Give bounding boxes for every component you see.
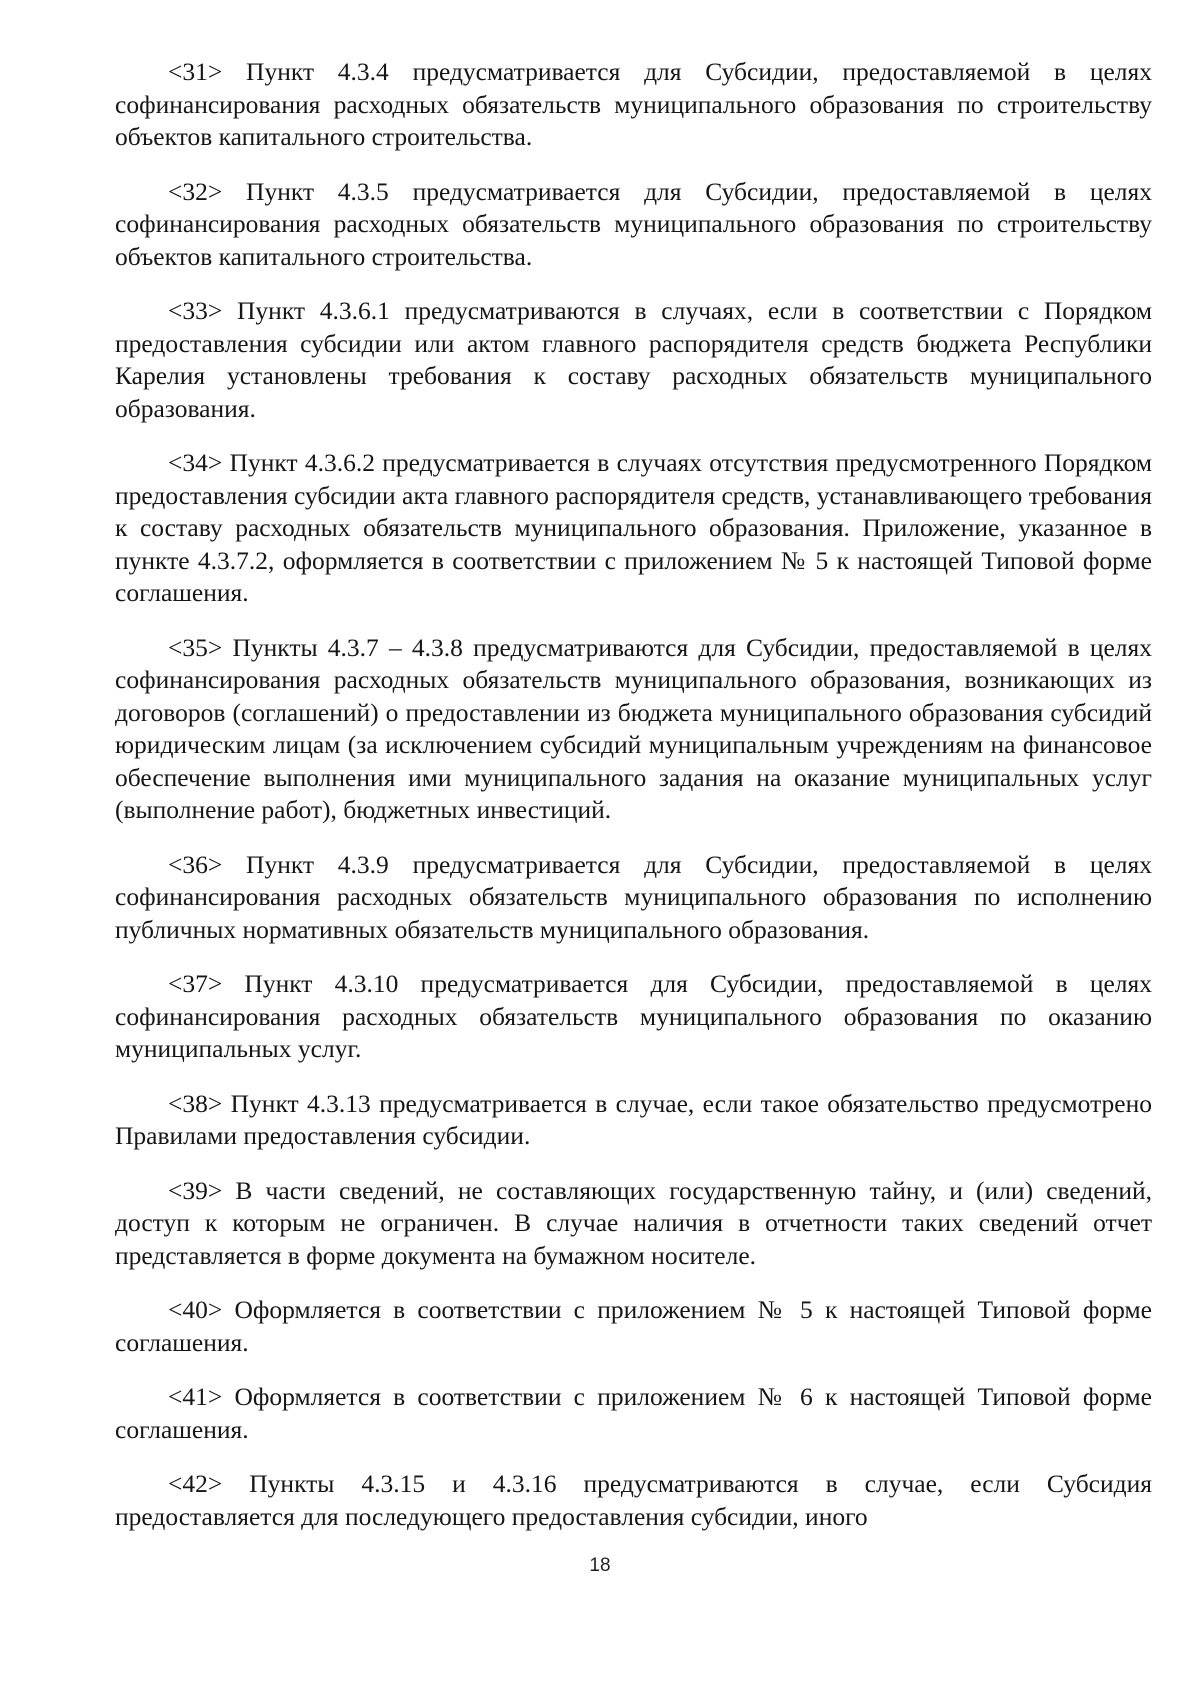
footnote-paragraph-33: <33> Пункт 4.3.6.1 предусматриваются в случаях, если в соответствии с Порядком предоставления субсидии или актом главного распорядителя средств бюджета Республики Карелия установлены требования к составу расходных обязательств муниципального образования. bbox=[115, 296, 1152, 423]
footnote-paragraph-40: <40> Оформляется в соответствии с приложением № 5 к настоящей Типовой форме соглашения. bbox=[115, 1295, 1152, 1357]
footnote-paragraph-42: <42> Пункты 4.3.15 и 4.3.16 предусматриваются в случае, если Субсидия предоставляется для последующего предоставления субсидии, иного bbox=[115, 1469, 1152, 1531]
footnote-paragraph-37: <37> Пункт 4.3.10 предусматривается для Субсидии, предоставляемой в целях софинансирования расходных обязательств муниципального образования по оказанию муниципальных услуг. bbox=[115, 969, 1152, 1063]
footnote-paragraph-35: <35> Пункты 4.3.7 – 4.3.8 предусматриваются для Субсидии, предоставляемой в целях софинансирования расходных обязательств муниципального образования, возникающих из договоров (соглашений) о предоставлении из бюджета муниципального образования субсидий юридическим лицам (за исключением субсидий муниципальным учреждениям на финансовое обеспечение выполнения ими муниципального задания на оказание муниципальных услуг (выполнение работ), бюджетных инвестиций. bbox=[115, 632, 1152, 824]
footnote-paragraph-38: <38> Пункт 4.3.13 предусматривается в случае, если такое обязательство предусмотрено Правилами предоставления субсидии. bbox=[115, 1088, 1152, 1150]
footnote-paragraph-39: <39> В части сведений, не составляющих государственную тайну, и (или) сведений, доступ к которым не ограничен. В случае наличия в отчетности таких сведений отчет представляется в форме документа на бумажном носителе. bbox=[115, 1175, 1152, 1270]
footnote-paragraph-32: <32> Пункт 4.3.5 предусматривается для Субсидии, предоставляемой в целях софинансирования расходных обязательств муниципального образования по строительству объектов капитального строительства. bbox=[115, 176, 1152, 271]
footnote-paragraph-41: <41> Оформляется в соответствии с приложением № 6 к настоящей Типовой форме соглашения. bbox=[115, 1382, 1152, 1444]
page-number: 18 bbox=[589, 1555, 611, 1576]
footnote-paragraph-34: <34> Пункт 4.3.6.2 предусматривается в случаях отсутствия предусмотренного Порядком предоставления субсидии акта главного распорядителя средств, устанавливающего требования к составу расходных обязательств муниципального образования. Приложение, указанное в пункте 4.3.7.2, оформляется в соответствии с приложением № 5 к настоящей Типовой форме соглашения. bbox=[115, 448, 1152, 607]
footnote-paragraph-31: <31> Пункт 4.3.4 предусматривается для Субсидии, предоставляемой в целях софинансирования расходных обязательств муниципального образования по строительству объектов капитального строительства. bbox=[115, 57, 1152, 151]
footnote-paragraph-36: <36> Пункт 4.3.9 предусматривается для Субсидии, предоставляемой в целях софинансирования расходных обязательств муниципального образования по исполнению публичных нормативных обязательств муниципального образования. bbox=[115, 849, 1152, 944]
document-body bbox=[115, 56, 1152, 1555]
